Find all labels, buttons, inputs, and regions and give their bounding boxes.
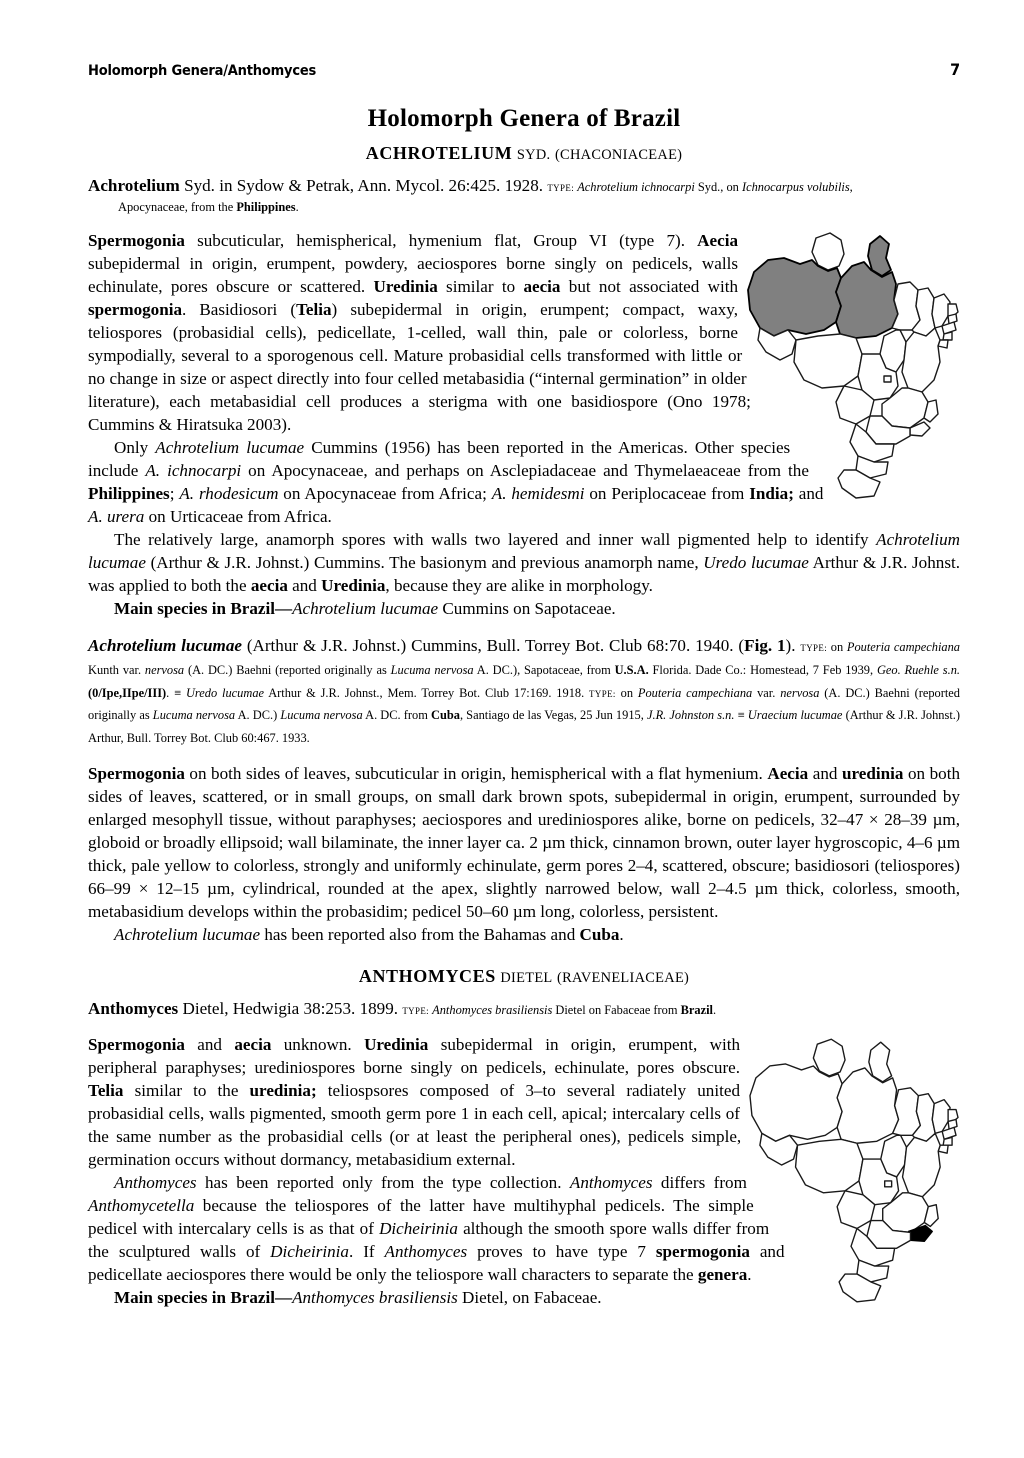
type-locality-text: Apocynaceae, from the <box>118 199 237 214</box>
protologue-achrotelium <box>88 175 960 217</box>
paragraph-spermogonia-generic: Spermogonia subcuticular, hemispherical, hymenium flat, Group VI (type 7). Aecia subepidermal in origin, erumpent, powdery, aeciospores borne singly on pedicels, walls echinulate, pores obscure or scattered. Uredinia similar to aecia but not associated with spermogonia. Basidiosori (Telia) subepidermal in origin, erumpent; compact, waxy, teliospores (probasidial cells), pedicellate, 1-celled, wall thin, pale or colorless, borne sympodially, several to a sporogenous cell. Mature probasidial cells transformed with little or no change in size or aspect directly into four celled metabasidia (“internal germination” in older literature), each metabasidial cell produces a sterigma with one basidiospore (Ono 1978; Cummins & Hiratsuka 2003). <box>88 231 751 435</box>
protologue-genus-name-anthomyces: Anthomyces <box>88 998 179 1018</box>
species-entry-achrotelium-lucumae <box>88 635 960 749</box>
paragraph-species-distribution: Achrotelium lucumae has been reported also from the Bahamas and Cuba. <box>114 924 624 944</box>
running-head <box>88 60 960 79</box>
genus-heading-achrotelium <box>88 144 960 164</box>
type-period: . <box>295 199 299 214</box>
paragraph-anthomyces-morphology: Spermogonia and aecia unknown. Uredinia subepidermal in origin, erumpent, with peripheral paraphyses; urediniospores borne singly on pedicels, echinulate, pores obscure. Telia similar to the uredinia; teliospsores composed of 3–to several radiately united probasidial cells, walls pigmented, smooth germ pore 1 in each cell, apical; intercalary cells of the same number as the probasidial cells (or at least the peripheral ones), pedicels simple, germination occurs without dormancy, metabasidium external. <box>88 1035 742 1170</box>
protologue-citation: Syd. in Sydow & Petrak, Ann. Mycol. 26:425. 1928. <box>179 175 548 195</box>
type-detail-anthomyces: Anthomyces brasiliensis Dietel on Fabaceae from Brazil. <box>432 1002 717 1017</box>
protologue-continuation <box>88 198 960 217</box>
species-name: Achrotelium lucumae <box>88 636 242 656</box>
genus-name: ACHROTELIUM <box>365 143 513 163</box>
type-species-name: Achrotelium ichnocarpi <box>577 179 695 194</box>
type-country: Philippines <box>236 199 296 214</box>
protologue-anthomyces <box>88 998 960 1021</box>
species-citation-end: ). <box>785 636 801 656</box>
protologue-citation-anthomyces: Dietel, Hedwigia 38:253. 1899. <box>178 998 403 1018</box>
figure-reference: Fig. 1 <box>744 636 786 656</box>
paragraph-main-species-achrotelium: Main species in Brazil—Achrotelium lucumae Cummins on Sapotaceae. <box>114 599 616 619</box>
type-label: TYPE: <box>547 182 575 193</box>
species-description <box>88 763 960 947</box>
paragraph-main-species-anthomyces: Main species in Brazil—Anthomyces brasiliensis Dietel, on Fabaceae. <box>114 1288 602 1308</box>
genus-name-anthomyces: ANTHOMYCES <box>358 965 496 986</box>
protologue-genus-name: Achrotelium <box>88 175 180 195</box>
paragraph-only-lucumae: Only Achrotelium lucumae Cummins (1956) has been reported in the Americas. Other species include A. ichnocarpi on Apocynaceae, and perhaps on Asclepiadaceae and Thymelaeaceae from the Philippines; A. rhodesicum on Apocynaceae from Africa; A. hemidesmi on Periplocaceae from India; and A. urera on Urticaceae from Africa. <box>88 438 824 527</box>
genus-author: SYD. <box>516 147 551 163</box>
paragraph-species-morphology: Spermogonia on both sides of leaves, subcuticular in origin, hemispherical with a flat hymenium. Aecia and uredinia on both sides of leaves, scattered, or in small groups, on small dark brown spots, subepidermal in origin, erumpent, surrounded by enlarged mesophyll tissue, without paraphyses; aeciospores and urediniospores alike, borne on pedicels, 32–47 × 28–39 µm, globoid or broadly ellipsoid; wall bilaminate, the inner layer ca. 2 µm thick, cinnamon brown, outer layer hygroscopic, 4–6 µm thick, pale yellow to colorless, strongly and uniformly echinulate, germ pores 2–4, scattered, obscure; basidiosori (teliospores) 66–99 × 12–15 µm, cylindrical, rounded at the apex, slightly narrowed below, wall 2–4.5 µm thick, colorless, smooth, metabasidium develops within the probasidim; pedicel 50–60 µm long, colorless, persistent. <box>88 763 960 921</box>
species-citation: (Arthur & J.R. Johnst.) Cummins, Bull. Torrey Bot. Club 68:70. 1940. ( <box>241 636 745 656</box>
type-label-anthomyces: TYPE: <box>402 1005 430 1016</box>
genus-family: (CHACONIACEAE) <box>554 147 683 163</box>
species-type-detail: on Pouteria campechiana Kunth var. nervosa (A. DC.) Baehni (reported originally as Lucuma nervosa A. DC.), Sapotaceae, from U.S.A. Florida. Dade Co.: Homestead, 7 Feb 1939, Geo. Ruehle s.n. (0/Ipe,IIpe/III). ≡ Uredo lucumae Arthur & J.R. Johnst., Mem. Torrey Bot. Club 17:169. 1918. TYPE: on Pouteria campechiana var. nervosa (A. DC.) Baehni (reported originally as Lucuma nervosa A. DC.) Lucuma nervosa A. DC. from Cuba, Santiago de las Vegas, 25 Jun 1915, J.R. Johnston s.n. ≡ Uraecium lucumae (Arthur & J.R. Johnst.) Arthur, Bull. Torrey Bot. Club 60:467. 1933. <box>88 640 960 746</box>
genus-family-anthomyces: (RAVENELIACEAE) <box>557 969 690 986</box>
brazil-map-svg-2 <box>746 1034 960 1306</box>
page-title: Holomorph Genera of Brazil <box>367 105 681 132</box>
type-text-a: Syd., on <box>694 179 742 194</box>
brazil-distribution-map-anthomyces <box>746 1034 960 1306</box>
genus-heading-anthomyces <box>88 967 960 987</box>
genus-author-anthomyces: DIETEL <box>500 969 553 986</box>
running-head-title: Holomorph Genera/Anthomyces <box>88 63 317 79</box>
page-number: 7 <box>950 60 960 79</box>
species-type-label: TYPE: <box>800 643 828 654</box>
paragraph-anthomyces-discussion: Anthomyces has been reported only from the type collection. Anthomyces differs from Anthomycetella because the teliospores of the latter have multihyphal pedicels. The simple pedicel with intercalary cells is as that of Dicheirinia although the smooth spore walls differ from the sculptured walls of Dicheirinia. If Anthomyces proves to have type 7 spermogonia and pedicellate aeciospores there would be only the teliospore wall characters to separate the genera. <box>88 1173 785 1285</box>
paragraph-anamorph-spores: The relatively large, anamorph spores with walls two layered and inner wall pigmented help to identify Achrotelium lucumae (Arthur & J.R. Johnst.) Cummins. The basionym and previous anamorph name, Uredo lucumae Arthur & J.R. Johnst. was applied to both the aecia and Uredinia, because they are alike in morphology. <box>88 530 960 596</box>
page-content <box>88 60 960 1310</box>
type-host-name: Ichnocarpus volubilis, <box>741 179 853 194</box>
